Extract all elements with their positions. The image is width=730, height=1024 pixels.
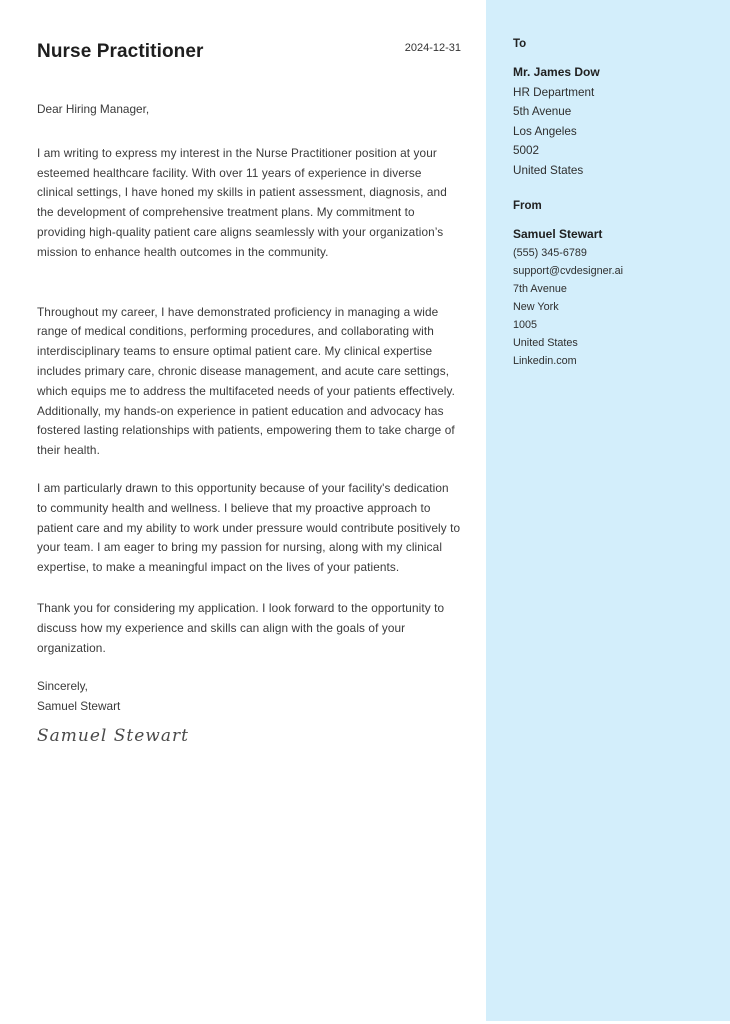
letter-paragraph: Throughout my career, I have demonstrated proficiency in managing a wide range of medical conditions, performing procedures, and collaborating with interdisciplinary teams to ensure optimal patient care. My clinical expertise includes primary care, chronic disease management, and acute care settings, which equips me to address the multifaceted needs of your patients effectively. Additionally, my hands-on experience in patient education and advocacy has fostered lasting relationships with patients, empowering them to take charge of their health. (37, 304, 455, 458)
closing-salutation: Sincerely, (37, 679, 88, 694)
recipient-department: HR Department (513, 85, 595, 99)
letter-paragraph: I am particularly drawn to this opportunity because of your facility's dedication to community health and wellness. I believe that my proactive approach to patient care and my ability to work under pressure would contribute positively to your team. I am eager to bring my passion for nursing, along with my clinical expertise, to make a meaningful impact on the lives of your patients. (37, 480, 461, 575)
recipient-street: 5th Avenue (513, 105, 572, 119)
sender-country: United States (513, 336, 578, 349)
page-title: Nurse Practitioner (37, 41, 204, 62)
recipient-city: Los Angeles (513, 124, 577, 138)
sender-linkedin: Linkedin.com (513, 354, 577, 367)
sender-email: support@cvdesigner.ai (513, 264, 623, 277)
letter-paragraph: Thank you for considering my application. I look forward to the opportunity to discuss how my experience and skills can align with the goals of your organization. (37, 600, 445, 655)
closing-block (37, 677, 461, 717)
sender-city: New York (513, 300, 559, 313)
sender-name: Samuel Stewart (513, 226, 603, 241)
closing-name: Samuel Stewart (37, 699, 121, 714)
to-section-heading: To (513, 38, 527, 50)
letter-paragraph: I am writing to express my interest in the Nurse Practitioner position at your esteemed healthcare facility. With over 11 years of experience in diverse clinical settings, I have honed my skills in patient assessment, diagnosis, and the development of comprehensive treatment plans. My commitment to providing high-quality patient care aligns seamlessly with your organization’s mission to enhance health outcomes in the community. (37, 145, 447, 259)
recipient-country: United States (513, 163, 584, 177)
sender-contact-block (513, 225, 710, 370)
recipient-name: Mr. James Dow (513, 65, 600, 79)
handwritten-signature: Samuel Stewart (37, 725, 189, 746)
letter-header (37, 40, 461, 64)
greeting-line: Dear Hiring Manager, (37, 102, 150, 116)
sender-zip: 1005 (513, 318, 538, 331)
recipient-zip: 5002 (513, 144, 540, 158)
sender-street: 7th Avenue (513, 282, 567, 295)
contact-sidebar (486, 0, 730, 1021)
from-section-heading: From (513, 199, 542, 212)
letter-date: 2024-12-31 (404, 42, 461, 54)
sender-phone: (555) 345-6789 (513, 246, 587, 259)
recipient-contact-block (513, 63, 710, 181)
